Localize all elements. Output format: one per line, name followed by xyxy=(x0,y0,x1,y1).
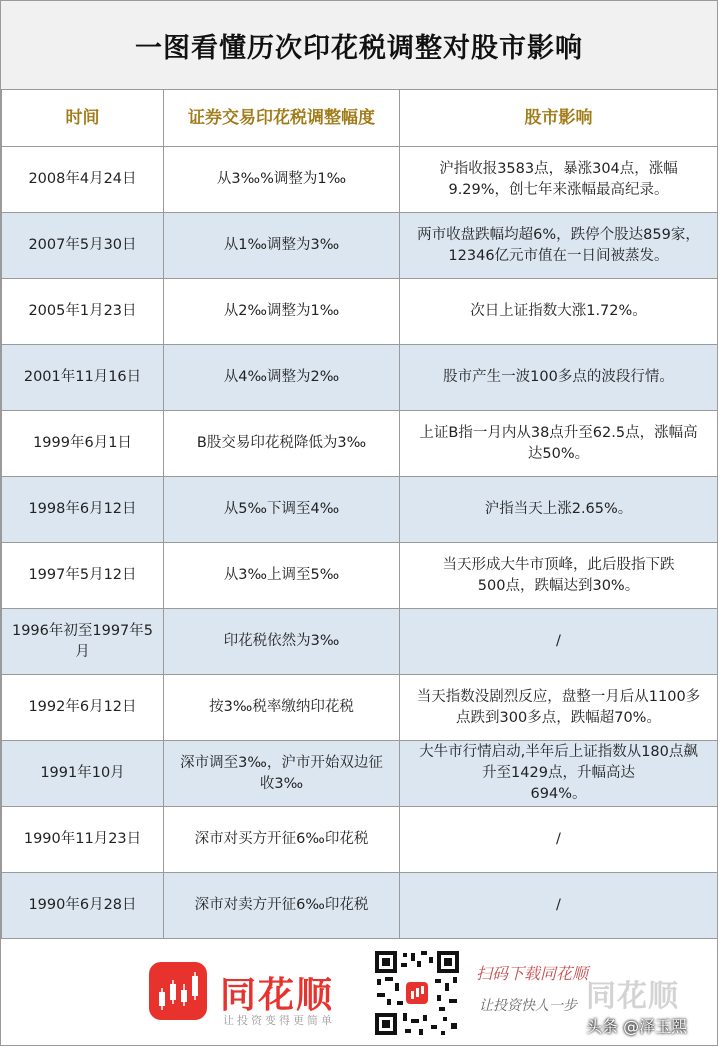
brand-watermark: 同花顺 xyxy=(586,979,679,1014)
footer-banner xyxy=(1,939,717,1045)
table-row xyxy=(2,345,718,411)
cell-impact: 当天指数没剧烈反应，盘整一月后从1100多 点跌到300多点，跌幅超70%。 xyxy=(400,675,718,741)
table-row xyxy=(2,279,718,345)
cell-impact: 次日上证指数大涨1.72%。 xyxy=(400,279,718,345)
cell-adjustment: 深市对买方开征6‰印花税 xyxy=(164,807,400,873)
cell-date: 1992年6月12日 xyxy=(2,675,164,741)
table-row xyxy=(2,873,718,939)
cell-adjustment: 按3‰税率缴纳印花税 xyxy=(164,675,400,741)
cell-impact: 沪指收报3583点，暴涨304点，涨幅 9.29%，创七年来涨幅最高纪录。 xyxy=(400,147,718,213)
scan-download-text: 扫码下载同花顺 xyxy=(476,964,589,983)
page-title: 一图看懂历次印花税调整对股市影响 xyxy=(1,1,717,90)
table-row xyxy=(2,675,718,741)
table-row xyxy=(2,147,718,213)
cell-adjustment: B股交易印花税降低为3‰ xyxy=(164,411,400,477)
cell-adjustment: 从5‰下调至4‰ xyxy=(164,477,400,543)
header-impact: 股市影响 xyxy=(400,90,718,147)
table-row xyxy=(2,213,718,279)
cell-adjustment: 从3‰%调整为1‰ xyxy=(164,147,400,213)
cell-date: 2008年4月24日 xyxy=(2,147,164,213)
cell-date: 1997年5月12日 xyxy=(2,543,164,609)
table-row xyxy=(2,543,718,609)
cell-impact: 大牛市行情启动,半年后上证指数从180点飙 升至1429点，升幅高达 694%。 xyxy=(400,741,718,807)
cell-impact: 股市产生一波100多点的波段行情。 xyxy=(400,345,718,411)
cell-date: 1998年6月12日 xyxy=(2,477,164,543)
cell-adjustment: 印花税依然为3‰ xyxy=(164,609,400,675)
cell-impact: / xyxy=(400,609,718,675)
table-row xyxy=(2,477,718,543)
cell-adjustment: 深市调至3‰，沪市开始双边征 收3‰ xyxy=(164,741,400,807)
table-header-row xyxy=(2,90,718,147)
cell-adjustment: 从4‰调整为2‰ xyxy=(164,345,400,411)
cell-impact: / xyxy=(400,873,718,939)
tax-adjustment-table xyxy=(1,89,718,939)
cell-date: 1991年10月 xyxy=(2,741,164,807)
brand-tagline: 让投资变得更简单 xyxy=(223,1014,335,1027)
qr-code-icon xyxy=(373,949,461,1037)
table-row xyxy=(2,411,718,477)
cell-adjustment: 从2‰调整为1‰ xyxy=(164,279,400,345)
cell-impact: 两市收盘跌幅均超6%，跌停个股达859家， 12346亿元市值在一日间被蒸发。 xyxy=(400,213,718,279)
cell-date: 2005年1月23日 xyxy=(2,279,164,345)
cell-impact: 上证B指一月内从38点升至62.5点，涨幅高 达50%。 xyxy=(400,411,718,477)
cell-date: 1990年6月28日 xyxy=(2,873,164,939)
cell-adjustment: 从1‰调整为3‰ xyxy=(164,213,400,279)
tonghuashun-logo-icon xyxy=(149,962,207,1020)
cell-adjustment: 从3‰上调至5‰ xyxy=(164,543,400,609)
cell-date: 1990年11月23日 xyxy=(2,807,164,873)
slogan-text: 让投资快人一步 xyxy=(479,998,577,1014)
cell-adjustment: 深市对卖方开征6‰印花税 xyxy=(164,873,400,939)
cell-date: 1996年初至1997年5 月 xyxy=(2,609,164,675)
header-time: 时间 xyxy=(2,90,164,147)
cell-impact: 当天形成大牛市顶峰，此后股指下跌 500点，跌幅达到30%。 xyxy=(400,543,718,609)
cell-date: 2001年11月16日 xyxy=(2,345,164,411)
table-row xyxy=(2,741,718,807)
cell-date: 2007年5月30日 xyxy=(2,213,164,279)
source-credit: 头条 @泽玉熙 xyxy=(586,1017,688,1036)
table-row xyxy=(2,609,718,675)
cell-impact: / xyxy=(400,807,718,873)
table-row xyxy=(2,807,718,873)
header-adjustment: 证券交易印花税调整幅度 xyxy=(164,90,400,147)
brand-name: 同花顺 xyxy=(220,975,335,1016)
cell-impact: 沪指当天上涨2.65%。 xyxy=(400,477,718,543)
cell-date: 1999年6月1日 xyxy=(2,411,164,477)
